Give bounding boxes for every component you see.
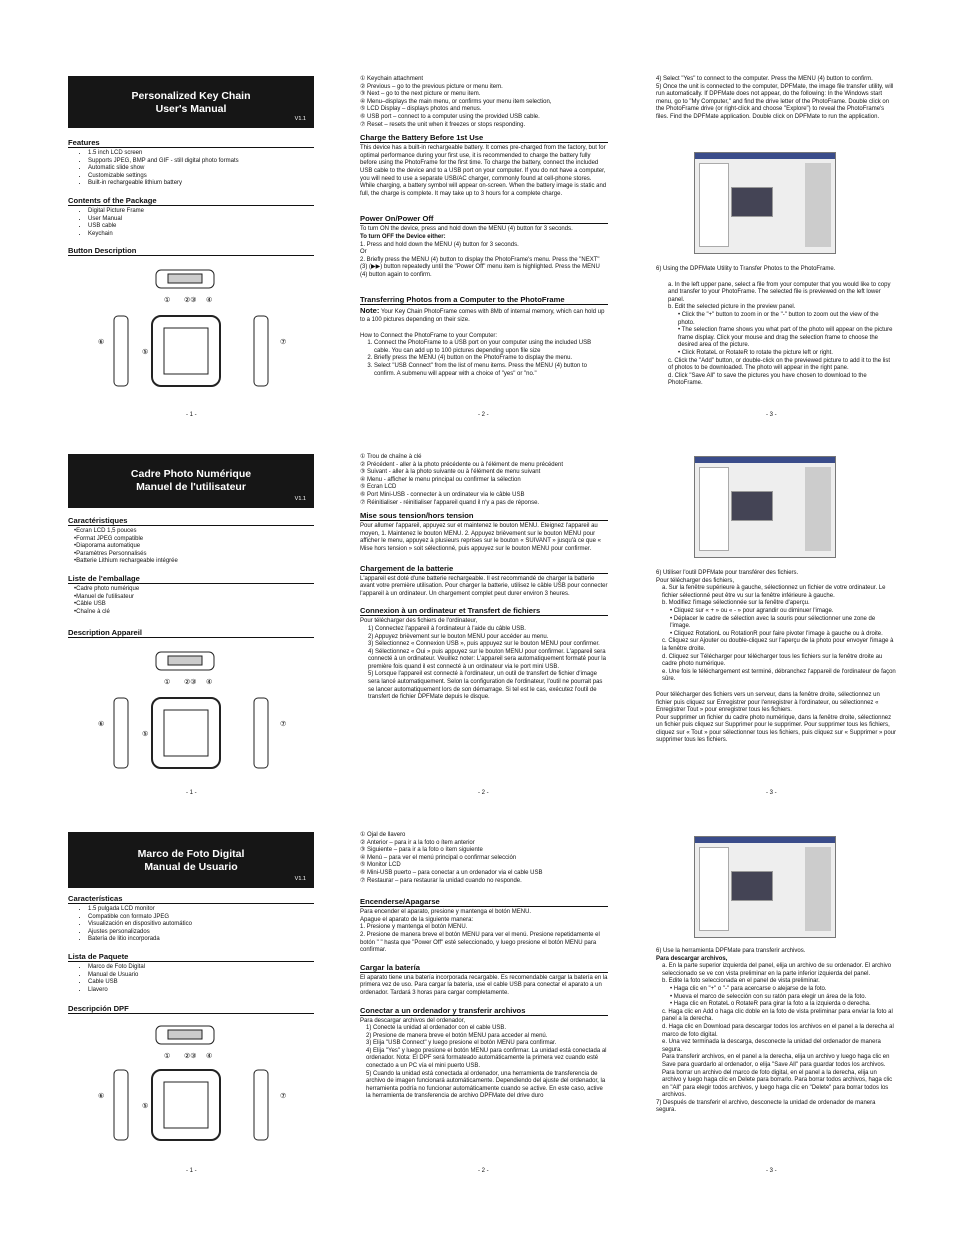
list-item: ③ Siguiente – para ir a la foto o ítem siguiente — [360, 847, 483, 854]
title-line-2: User's Manual — [155, 103, 227, 115]
list-item: • User Manual — [88, 216, 314, 224]
step-6: 6) Use la herramienta DPFMate para transferir archivos. — [656, 948, 806, 954]
list-item: • Batterie Lithium rechargeable intégrée — [74, 558, 314, 566]
connect-heading: How to Connect the PhotoFrame to your Computer: — [360, 332, 498, 339]
power-heading: Power On/Power Off — [360, 214, 608, 224]
svg-text:①: ① — [164, 297, 171, 305]
list-item: • Manual de Usuario — [88, 972, 314, 980]
features-list — [68, 528, 314, 566]
list-item: ⑤ Monitor LCD — [360, 862, 401, 869]
list-item: a. En la parte superior izquierda del panel, elija un archivo de su ordenador. El archivo seleccionado se ve con vista preliminar en la parte inferior izquierda del panel. — [662, 963, 892, 977]
list-item: • Customizable settings — [88, 173, 314, 181]
es-page-3 — [656, 948, 896, 1115]
list-item: • 1.5 pulgada LCD monitor — [88, 906, 314, 914]
list-item: 2) Appuyez brièvement sur le bouton MENU pour accéder au menu. — [368, 633, 549, 640]
list-item: • The selection frame shows you what part of the photo will appear on the picture frame display. Click your mouse and drag the selection frame to choose the desired area of the picture. — [678, 327, 893, 349]
svg-text:②③: ②③ — [184, 297, 197, 305]
list-item: • Keychain — [88, 231, 314, 239]
upload-text: Pour télécharger des fichiers vers un serveur, dans la fenêtre droite, sélectionnez un fichier puis cliquez sur Enregistrer pour l'enregistrer à l'ordinateur, ou sélectionnez « Enregistrer Tout » pour enregistrer tous les fichiers. — [656, 691, 880, 714]
power-heading: Mise sous tension/hors tension — [360, 511, 608, 521]
connection-intro: Pour télécharger des fichiers de l'ordinateur, — [360, 618, 478, 625]
svg-text:⑥: ⑥ — [98, 1093, 105, 1101]
power-step-2: 2. Briefly press the MENU (4) button to display the PhotoFrame's menu. Press the "NEXT" (3) (▶▶) button repeatedly until the "Power Off" menu item is highlighted. Press the MENU (4) button again to confirm. — [360, 256, 600, 278]
fr-page-1 — [68, 508, 314, 802]
svg-text:④: ④ — [206, 297, 213, 305]
page-number: - 2 - — [478, 1168, 489, 1174]
svg-text:⑥: ⑥ — [98, 721, 105, 729]
connection-steps — [360, 626, 608, 702]
fr-page-3 — [656, 570, 896, 745]
list-item: e. Una vez terminada la descarga, desconecte la unidad del ordenador de manera segura. — [662, 1039, 881, 1053]
list-item: • 1.5 inch LCD screen — [88, 150, 314, 158]
list-item: 3) Sélectionnez « Connexion USB », puis appuyez sur le bouton MENU pour confirmer. — [368, 641, 600, 648]
delete-text: Para borrar un archivo del marco de foto digital, en el panel a la derecha, elija un archivo y luego haga clic en Delete para borrarlo. Para borrar todos archivos, haga clic en "All" para elegir todos archivos, y luego haga clic en "Delete" para borrar todos los archivos. — [662, 1069, 893, 1099]
contents-heading: Lista de Paquete — [68, 952, 314, 962]
title-line-1: Marco de Foto Digital — [137, 848, 245, 860]
list-item: d. Cliquez sur Télécharger pour télécharger tous les fichiers sur la fenêtre droite au cadre photo numérique. — [662, 653, 883, 668]
list-item: d. Click "Save All" to save the pictures you have chosen to download to the PhotoFrame. — [668, 372, 867, 387]
list-item: c. Haga clic en Add o haga clic doble en la foto de vista preliminar para enviar la foto al panel a la derecha. — [662, 1008, 893, 1023]
power-line: 1. Presione y mantenga el botón MENU. — [360, 924, 468, 931]
list-item: 5) Lorsque l'appareil est connecté à l'ordinateur, un outil de transfert de fichier d'image sera lancé automatiquement. Selon la configuration de l'ordinateur, l'outil ne pourrait pas se lancer automatiquement lors de son démarrage. Si tel est le cas, exécutez l'outil de transfert de fichier DPFMate depuis le disque. — [368, 671, 603, 701]
title-line-2: Manuel de l'utilisateur — [136, 481, 246, 493]
list-item: b. Edit the selected picture in the preview panel. — [668, 304, 796, 311]
list-item: ④ Menú – para ver el menú principal o confirmar selección — [360, 854, 517, 861]
list-item: • Déplacer le cadre de sélection avec la souris pour sélectionner une zone de l'image. — [670, 615, 876, 630]
power-off-heading: To turn OFF the Device either: — [360, 233, 446, 240]
page-number: - 3 - — [766, 412, 777, 418]
step-6-sub: Pour télécharger des fichiers, — [656, 577, 735, 584]
power-heading: Encenderse/Apagarse — [360, 897, 608, 907]
list-item: ⑦ Réinitialiser - réinitialiser l'appareil quand il n'y a pas de réponse. — [360, 499, 540, 506]
list-item: ⑥ USB port – connect to a computer using the provided USB cable. — [360, 113, 540, 120]
charge-heading: Charge the Battery Before 1st Use — [360, 133, 608, 143]
list-item: • Batería de litio incorporada — [88, 936, 314, 944]
delete-text: Pour supprimer un fichier du cadre photo numérique, dans la fenêtre droite, sélectionnez un fichier puis cliquez sur Supprimer pour le supprimer. Pour supprimer tous les fichiers, cliquez sur « Tout » pour sélectionner tous les fichiers, puis cliquez sur « Supprimer » pour supprimer tous les fichiers. — [656, 714, 897, 744]
connection-heading: Connexion à un ordinateur et Transfert de fichiers — [360, 606, 608, 616]
contents-list — [68, 208, 314, 238]
list-item: b. Modifiez l'image sélectionnée sur la fenêtre d'aperçu. — [662, 600, 810, 607]
button-list — [360, 832, 608, 885]
list-item: ③ Next – go to the next picture or menu item. — [360, 91, 481, 98]
en-page-2 — [360, 76, 608, 378]
page-number: - 2 - — [478, 412, 489, 418]
list-item: • Cliquez sur « + » ou « - » pour agrandir ou diminuer l'image. — [670, 607, 834, 614]
title-line-2: Manual de Usuario — [144, 861, 238, 873]
list-item: a. In the left upper pane, select a file from your computer that you would like to copy and transfer to your PhotoFrame. The selected file is previewed on the left lower panel. — [668, 281, 891, 303]
en-page-3-steps — [656, 266, 896, 388]
list-item: • Compatible con formato JPEG — [88, 914, 314, 922]
list-item: 4) Sélectionnez « Oui » puis appuyez sur le bouton MENU pour confirmer. L'appareil sera connecté à un ordinateur. Veuillez noter: L'appareil sera automatiquement formaté pour la première fois quand il est connecté à un ordinateur via le port mini USB. — [368, 648, 606, 670]
title-block-en — [68, 76, 314, 128]
svg-text:②③: ②③ — [184, 1053, 197, 1061]
list-item: • Diaporama automatique — [74, 543, 314, 551]
note-label: Note: — [360, 306, 380, 316]
page-number: - 3 - — [766, 1168, 777, 1174]
features-heading: Características — [68, 894, 314, 904]
features-heading: Features — [68, 138, 314, 148]
list-item: ⑥ Port Mini-USB - connecter à un ordinateur via le câble USB — [360, 491, 525, 498]
title-line-1: Personalized Key Chain — [131, 90, 251, 102]
device-diagram — [68, 260, 314, 420]
power-line: 2. Presione de manera breve el botón MENU para ver el menú. Presione repetidamente el botón " " hasta que "Power Off" esté seleccionado, y luego presione el botón MENU para confirmar. — [360, 931, 600, 954]
list-item: • USB cable — [88, 223, 314, 231]
charge-text: L'appareil est doté d'une batterie rechargeable. Il est recommandé de charger la batterie avant votre première utilisation. Pour charger la batterie, utilisez le câble USB pour connecter l'appareil à un ordinateur. Un chargement complet peut durer environ 3 heures. — [360, 575, 608, 597]
svg-text:⑤: ⑤ — [142, 1103, 149, 1111]
list-item: • Haga clic en RotateL o RotateR para girar la foto a la izquierda o derecha. — [670, 1001, 871, 1008]
device-illustration — [68, 1018, 314, 1158]
dpfmate-screenshot — [694, 152, 836, 254]
dpfmate-screenshot — [694, 836, 836, 938]
list-item: • Mueva el marco de selección con su ratón para elegir un área de la foto. — [670, 993, 867, 1000]
svg-text:⑦: ⑦ — [280, 1093, 287, 1101]
contents-heading: Liste de l'emballage — [68, 574, 314, 584]
charge-heading: Chargement de la batterie — [360, 564, 608, 574]
device-diagram — [68, 642, 314, 802]
list-item: • Haga clic en "+" o "-" para acercarse o alejarse de la foto. — [670, 985, 827, 992]
note-text: Your Key Chain PhotoFrame comes with 8Mb of internal memory, which can hold up to a 100 pictures depending on their size. — [360, 309, 605, 324]
version-label: V1.1 — [294, 116, 306, 122]
list-item: ② Anterior – para ir a la foto o ítem anterior — [360, 839, 475, 846]
list-item: a. Sur la fenêtre supérieure à gauche, sélectionnez un fichier de votre ordinateur. Le fichier sélectionné peut être vu sur la fenêtre inférieure à gauche. — [662, 585, 886, 599]
list-item: • Cable USB — [88, 979, 314, 987]
list-item: d. Haga clic en Download para descargar todos los archivos en el panel a la derecha al marco de foto digital. — [662, 1023, 894, 1038]
power-step-1: 1. Press and hold down the MENU (4) button for 3 seconds. — [360, 241, 519, 248]
connection-intro: Para descargar archivos del ordenador, — [360, 1017, 466, 1024]
list-item: 1) Conecte la unidad al ordenador con el cable USB. — [366, 1025, 507, 1032]
list-item: 1. Connect the PhotoFrame to a USB port on your computer using the included USB cable. You can add up to 100 pictures depending upon file size — [374, 340, 608, 355]
step-6: 6) Utiliser l'outil DPFMate pour transférer des fichiers. — [656, 570, 799, 576]
list-item: 2) Presione de manera breve el botón MENU para acceder al menú. — [366, 1032, 548, 1039]
features-list — [68, 906, 314, 944]
list-item: • Automatic slide show — [88, 165, 314, 173]
power-on-text: To turn ON the device, press and hold down the MENU (4) button for 3 seconds. — [360, 226, 573, 233]
es-page-2 — [360, 832, 608, 1101]
list-item: ② Previous – go to the previous picture or menu item. — [360, 83, 503, 90]
svg-text:②③: ②③ — [184, 679, 197, 687]
list-item: • Supports JPEG, BMP and GIF - still digital photo formats — [88, 158, 314, 166]
list-item: • Ecran LCD 1,5 pouces — [74, 528, 314, 536]
list-item: ① Ojal de llavero — [360, 832, 406, 838]
title-block-fr — [68, 454, 314, 508]
list-item: 2. Briefly press the MENU (4) button on the PhotoFrame to display the menu. — [374, 355, 608, 363]
list-item: c. Click the "Add" button, or double-click on the previewed picture to add it to the list of photos to be downloaded. The photo will appear in the right pane. — [668, 357, 891, 372]
dpfmate-screenshot — [694, 456, 836, 558]
svg-text:⑤: ⑤ — [142, 731, 149, 739]
list-item: ⑦ Restaurar – para restaurar la unidad cuando no responde. — [360, 877, 522, 884]
contents-list — [68, 586, 314, 616]
list-item: 3) Elija "USB Connect" y luego presione el botón MENU para confirmar. — [366, 1040, 557, 1047]
contents-list — [68, 964, 314, 994]
button-list — [360, 454, 608, 507]
list-item: • Llavero — [88, 987, 314, 995]
list-item: • Format JPEG compatible — [74, 536, 314, 544]
page-number: - 2 - — [478, 790, 489, 796]
page-number: - 1 - — [186, 790, 197, 796]
list-item: ⑥ Mini-USB puerto – para conectar a un ordenador via el cable USB — [360, 869, 543, 876]
device-diagram — [68, 1018, 314, 1168]
device-illustration — [68, 642, 314, 792]
list-item: • Click the "+" button to zoom in or the "-" button to zoom out the view of the photo. — [678, 311, 879, 326]
es-page-1 — [68, 886, 314, 1168]
list-item: • Visualización en dispositivo automático — [88, 921, 314, 929]
version-label: V1.1 — [294, 876, 306, 882]
list-item: • Click RotateL or RotateR to rotate the picture left or right. — [678, 349, 833, 356]
list-item: • Digital Picture Frame — [88, 208, 314, 216]
power-line: Para encender el aparato, presione y mantenga el botón MENU. — [360, 909, 532, 916]
button-description-heading: Description Appareil — [68, 628, 314, 638]
page-number: - 1 - — [186, 412, 197, 418]
device-illustration — [68, 260, 314, 410]
list-item: ⑤ LCD Display – displays photos and menus. — [360, 106, 482, 113]
features-list — [68, 150, 314, 188]
list-item: • Câble USB — [74, 601, 314, 609]
connection-steps — [360, 1025, 608, 1101]
button-list — [360, 76, 608, 129]
list-item: • Cliquez RotationL ou RotationR pour faire pivoter l'image à gauche ou à droite. — [670, 630, 883, 637]
charge-text: El aparato tiene una batería incorporada recargable. Es recomendable cargar la batería en la primera vez de uso. Para cargar la batería, use el cable USB para conectar el aparato a un ordenador. Tardará 3 horas para cargar completamente. — [360, 974, 608, 996]
title-block-es — [68, 832, 314, 888]
step-6-sub: Para descargar archivos, — [656, 955, 728, 962]
power-or: Or — [360, 249, 367, 256]
list-item: 4) Elija "Yes" y luego presione el botón MENU para confirmar. La unidad está conectada al ordenador. Nota: El DPF será formateado automáticamente la primera vez cuando esté conectado a un PC vía el mini puerto USB. — [366, 1047, 607, 1070]
contents-heading: Contents of the Package — [68, 196, 314, 206]
svg-text:④: ④ — [206, 679, 213, 687]
list-item: ⑤ Ecran LCD — [360, 484, 397, 491]
step-7: 7) Después de transferir el archivo, desconecte la unidad de ordenador de manera segura. — [656, 1099, 876, 1114]
list-item: b. Edite la foto seleccionada en el panel de vista preliminar. — [662, 978, 820, 985]
list-item: 3. Select "USB Connect" from the list of menu items. Press the MENU (4) button to confirm. A submenu will appear with a choice of "yes" or "no." — [374, 363, 608, 378]
connect-step-4: 4) Select "Yes" to connect to the computer. Press the MENU (4) button to confirm. — [656, 76, 873, 82]
connection-heading: Conectar a un ordenador y transferir archivos — [360, 1006, 608, 1016]
version-label: V1.1 — [294, 496, 306, 502]
connect-steps — [360, 340, 608, 378]
step-6: 6) Using the DPFMate Utility to Transfer Photos to the PhotoFrame. — [656, 266, 836, 272]
en-page-1 — [68, 130, 314, 420]
features-heading: Caractéristiques — [68, 516, 314, 526]
list-item: • Manuel de l'utilisateur — [74, 594, 314, 602]
list-item: • Marco de Foto Digital — [88, 964, 314, 972]
list-item: ④ Menu - afficher le menu principal ou confirmer la sélection — [360, 476, 521, 483]
power-line: Apague el aparato de la siguiente manera: — [360, 916, 474, 923]
svg-text:⑦: ⑦ — [280, 721, 287, 729]
page-number: - 3 - — [766, 790, 777, 796]
svg-text:①: ① — [164, 1053, 171, 1061]
list-item: 1) Connectez l'appareil à l'ordinateur à l'aide du câble USB. — [368, 625, 526, 632]
list-item: 5) Cuando la unidad está conectada al ordenador, una herramienta de transferencia de archivo de imagen funcionará automáticamente. Dependiendo del ajuste del ordenador, la herramienta podría no funcionar automáticamente cuando se active. En este caso, active la herramienta de transferencia de archivo DPFMate del drive duro — [366, 1070, 606, 1100]
list-item: • Built-in rechargeable lithium battery — [88, 180, 314, 188]
list-item: ① Trou de chaîne à clé — [360, 454, 422, 460]
connect-step-5: 5) Once the unit is connected to the computer, DPFMate, the image file transfer utility, will run automatically. If DPFMate does not appear, do the following: In the Windows start menu, go to "My Computer," and find the drive letter of the PhotoFrame. Double click on the PhotoFrame drive (or right-click and choose "Explore") to reveal the PhotoFrame's files. Find the DPFMate application. Double click on DPFMate to run the application. — [656, 83, 894, 120]
title-line-1: Cadre Photo Numérique — [130, 468, 252, 480]
list-item: • Paramètres Personnalisés — [74, 551, 314, 559]
list-item: ③ Suivant - aller à la photo suivante ou à l'élément de menu suivant — [360, 469, 541, 476]
en-page-3 — [656, 76, 896, 122]
svg-text:④: ④ — [206, 1053, 213, 1061]
charge-text: This device has a built-in rechargeable battery. It comes pre-charged from the factory, but for optimal performance during your first use, it is recommended to charge the battery fully before using the PhotoFrame for the first time. To charge the battery, connect the included USB cable to the device and to a USB port on your computer. If you do not have a computer, you will need to use a separate USB/AC charger, commonly found at cell-phone stores. While charging, a battery symbol will appear on-screen. When the battery image is static and full, the charge is complete. It may take up to 3 hours for a complete charge. — [360, 145, 607, 197]
svg-text:⑤: ⑤ — [142, 349, 149, 357]
svg-text:⑥: ⑥ — [98, 339, 105, 347]
list-item: • Chaîne à clé — [74, 609, 314, 617]
transfer-heading: Transferring Photos from a Computer to the PhotoFrame — [360, 295, 608, 305]
list-item: ⑦ Reset – resets the unit when it freezes or stops responding. — [360, 121, 526, 128]
list-item: • Ajustes personalizados — [88, 929, 314, 937]
transfer-text: Para transferir archivos, en el panel a la derecha, elija un archivo y luego haga clic en Save para guardarlo al ordenador, o elija "Save All" para guardar todos los archivos. — [662, 1054, 890, 1068]
list-item: c. Cliquez sur Ajouter ou double-cliquez sur l'aperçu de la photo pour envoyer l'image à la fenêtre droite. — [662, 638, 894, 652]
list-item: e. Une fois le téléchargement est terminé, débranchez l'appareil de l'ordinateur de façon sûre. — [662, 668, 896, 683]
list-item: • Cadre photo numérique — [74, 586, 314, 594]
page-number: - 1 - — [186, 1168, 197, 1174]
button-description-heading: Button Description — [68, 246, 314, 256]
svg-text:①: ① — [164, 679, 171, 687]
power-text: Pour allumer l'appareil, appuyez sur et maintenez le bouton MENU. Eteignez l'appareil au moyen, 1. Maintenez le bouton MENU. 2. Appuyez brièvement sur le bouton MENU pour afficher le menu, appuyez à plusieurs reprises sur le bouton « SUIVANT » jusqu'à ce que « Mise hors tension » soit sélectionné, puis appuyez sur le bouton MENU pour confirmer. — [360, 523, 601, 552]
list-item: ④ Menu–displays the main menu, or confirms your menu item selection, — [360, 98, 552, 105]
charge-heading: Cargar la batería — [360, 963, 608, 973]
svg-text:⑦: ⑦ — [280, 339, 287, 347]
list-item: ① Keychain attachment — [360, 76, 424, 82]
button-description-heading: Descripción DPF — [68, 1004, 314, 1014]
fr-page-2 — [360, 454, 608, 702]
list-item: ② Précédent - aller à la photo précédente ou à l'élément de menu précédent — [360, 461, 563, 468]
